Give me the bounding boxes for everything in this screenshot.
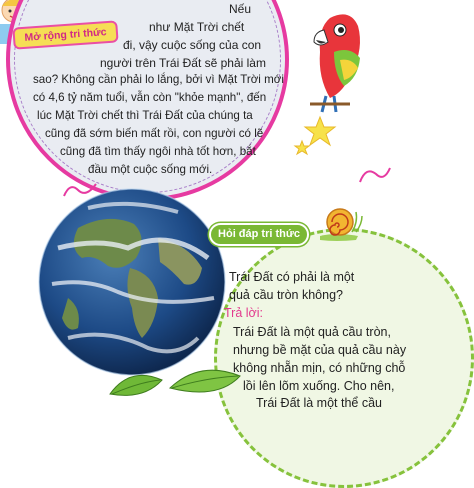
question-line: quả cầu tròn không? bbox=[229, 288, 343, 302]
leaves-decoration bbox=[100, 360, 250, 400]
swirl-decoration bbox=[356, 160, 396, 190]
answer-line: Trái Đất là một thể cầu bbox=[256, 396, 382, 410]
answer-line: Trái Đất là một quả cầu tròn, bbox=[233, 325, 391, 339]
snail-illustration bbox=[316, 202, 362, 242]
knowledge-line: lúc Mặt Trời chết thì Trái Đất của chúng ta bbox=[37, 109, 253, 122]
answer-label: Trả lời: bbox=[224, 306, 263, 320]
knowledge-line: Nếu bbox=[229, 2, 252, 16]
knowledge-line: có 4,6 tỷ năm tuổi, vẫn còn "khỏe mạnh", đến bbox=[33, 91, 267, 104]
parrot-illustration bbox=[300, 8, 370, 112]
knowledge-line: như Mặt Trời chết bbox=[149, 20, 245, 34]
question-line: Trái Đất có phải là một bbox=[229, 270, 355, 284]
expand-knowledge-label: Mở rộng tri thức bbox=[24, 26, 107, 44]
knowledge-line: cũng đã sớm biến mất rồi, con người có lẽ bbox=[45, 127, 264, 140]
stars-decoration bbox=[290, 115, 340, 160]
qa-circle bbox=[214, 228, 474, 488]
knowledge-line: người trên Trái Đất sẽ phải làm bbox=[100, 56, 266, 70]
earth-image bbox=[38, 188, 226, 376]
answer-line: không nhẵn mịn, có những chỗ bbox=[233, 361, 406, 375]
qa-label: Hỏi đáp tri thức bbox=[218, 228, 300, 240]
knowledge-line: đầu một cuộc sống mới. bbox=[88, 163, 213, 176]
answer-line: nhưng bề mặt của quả cầu này bbox=[233, 343, 407, 357]
answer-line: lồi lên lõm xuống. Cho nên, bbox=[243, 379, 395, 393]
qa-tag bbox=[209, 223, 309, 246]
knowledge-line: cũng đã tìm thấy ngôi nhà tốt hơn, bắt bbox=[60, 145, 256, 158]
knowledge-line: sao? Không cần phải lo lắng, bởi vì Mặt Trời mới bbox=[33, 73, 284, 86]
knowledge-line: đi, vậy cuộc sống của con bbox=[123, 38, 262, 52]
